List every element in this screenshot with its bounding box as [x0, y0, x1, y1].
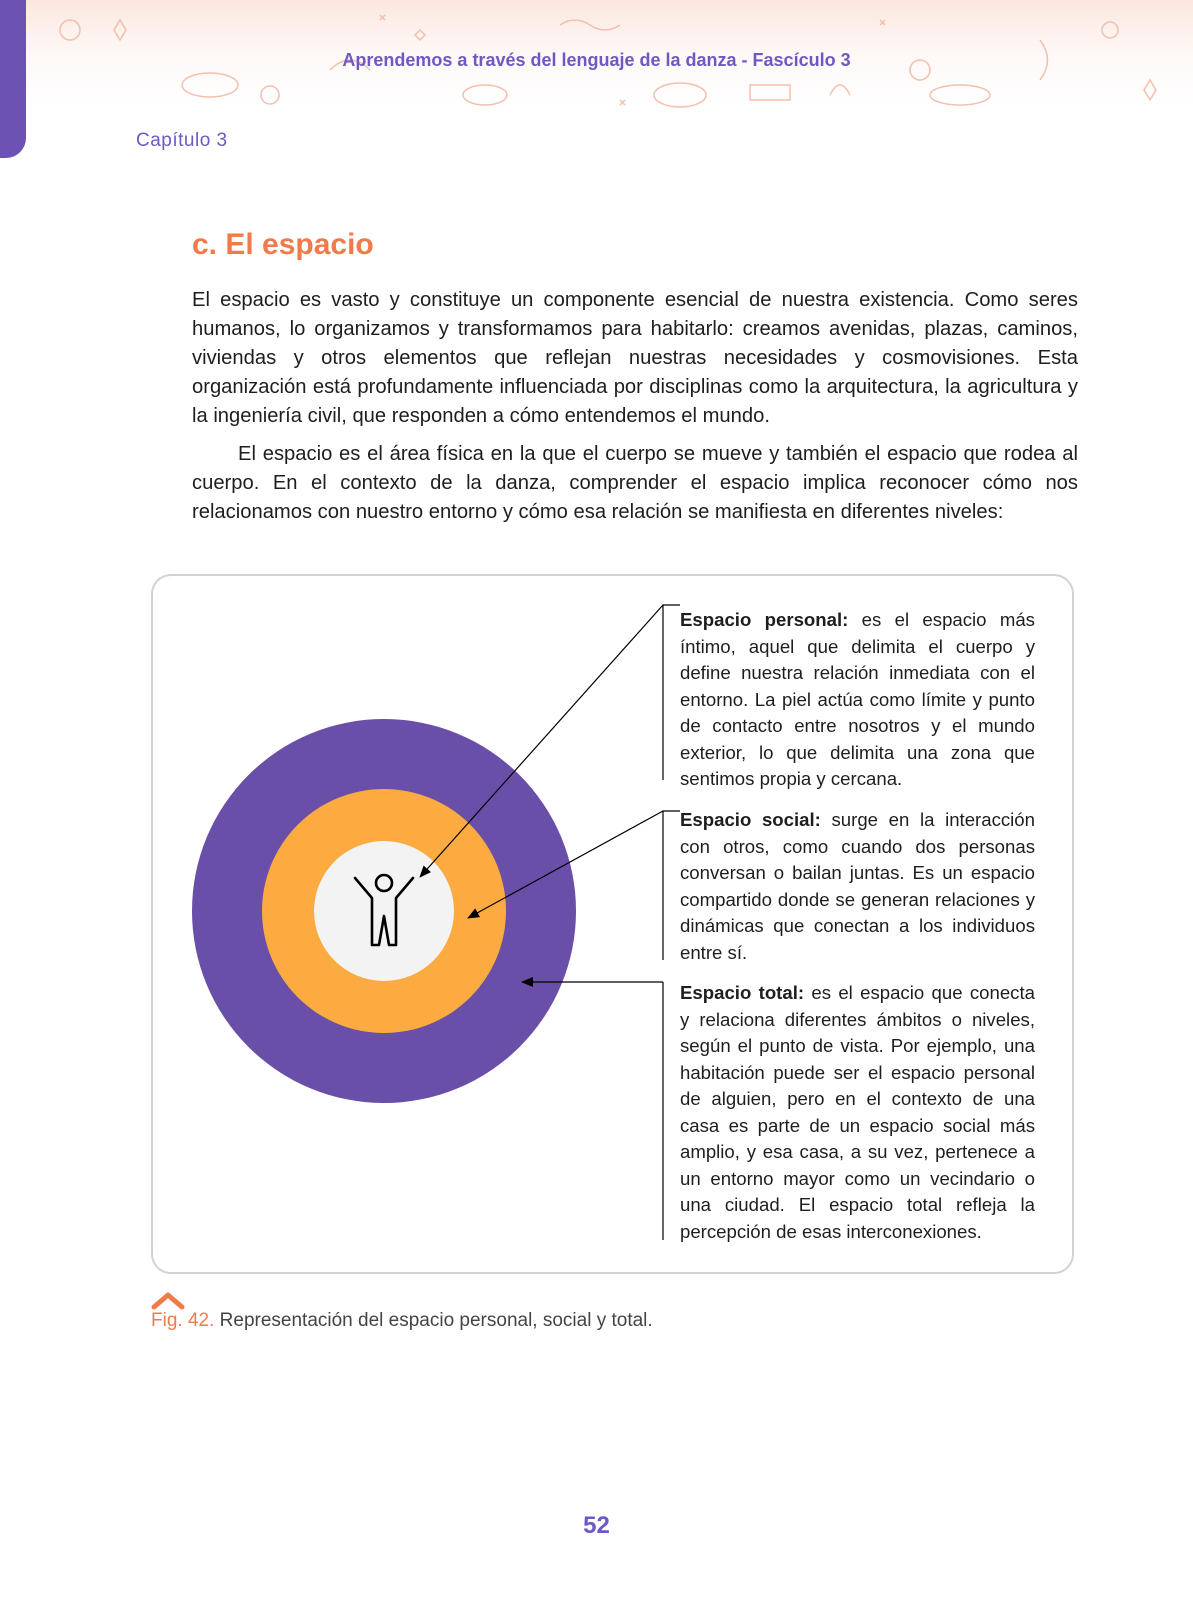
figure-caption — [151, 1310, 653, 1332]
body-paragraph-1: El espacio es vasto y constituye un componente esencial de nuestra existencia. Como seres humanos, lo organizamos y transformamos para habitarlo: creamos avenidas, plazas, caminos, viviendas y otros elementos que reflejan nuestras necesidades y cosmovisiones. Esta organización está profundamente influenciada por disciplinas como la arquitectura, la agricultura y la ingeniería civil, que responden a cómo entendemos el mundo. — [192, 289, 1078, 427]
total-space-term: Espacio total: — [680, 982, 805, 1003]
total-space-text: es el espacio que conecta y relaciona diferentes ámbitos o niveles, según el punto de vista. Por ejemplo, una habitación puede ser el espacio personal de alguien, pero en el contexto de una casa es parte de un espacio social más amplio, y esa casa, a su vez, pertenece a un entorno mayor como un vecindario o una ciudad. El espacio total refleja la percepción de esas interconexiones. — [680, 982, 1035, 1242]
total-space-description — [680, 980, 1035, 1245]
personal-space-description — [680, 607, 1035, 793]
connector-social — [663, 811, 680, 960]
social-space-term: Espacio social: — [680, 809, 821, 830]
personal-space-text: es el espacio más íntimo, aquel que delimita el cuerpo y define nuestra relación inmediata con el entorno. La piel actúa como límite y punto de contacto entre nosotros y el mundo exterior, lo que delimita una zona que sentimos propia y cercana. — [680, 609, 1035, 789]
social-space-text: surge en la interacción con otros, como cuando dos personas conversan o bailan juntas. Es un espacio compartido donde se generan relaciones y dinámicas que conectan a los individuos entre sí. — [680, 809, 1035, 963]
connector-personal — [663, 605, 680, 780]
figure-caption-text: Representación del espacio personal, social y total. — [214, 1310, 653, 1331]
personal-space-term: Espacio personal: — [680, 609, 849, 630]
section-title: c. El espacio — [192, 228, 374, 261]
chapter-label: Capítulo 3 — [136, 130, 228, 151]
chevron-up-icon — [151, 1290, 185, 1310]
page-number: 52 — [583, 1512, 610, 1539]
body-paragraph-2: El espacio es el área física en la que el cuerpo se mueve y también el espacio que rodea al cuerpo. En el contexto de la danza, comprender el espacio implica reconocer cómo nos relacionamos con nuestro entorno y cómo esa relación se manifiesta en diferentes niveles: — [192, 443, 1078, 523]
social-space-description — [680, 807, 1035, 966]
figure-label: Fig. 42. — [151, 1310, 215, 1331]
running-header-title: Aprendemos a través del lenguaje de la danza - Fascículo 3 — [342, 50, 851, 70]
